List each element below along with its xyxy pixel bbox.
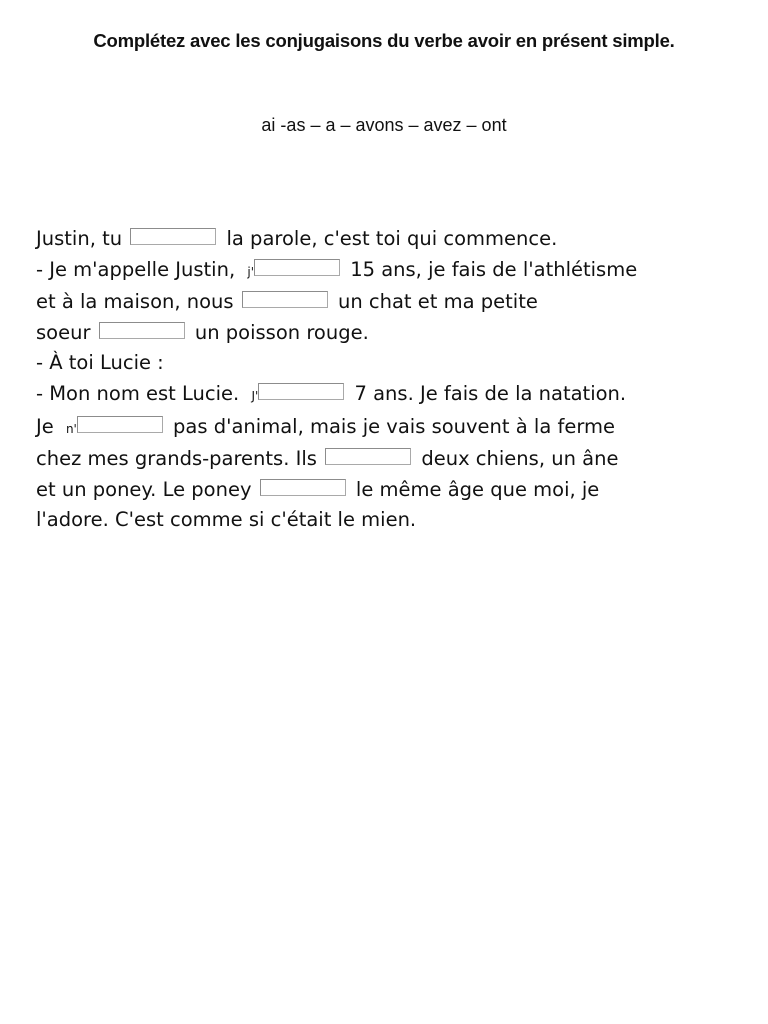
answer-input-5[interactable]: [258, 383, 344, 400]
answer-input-6[interactable]: [77, 416, 163, 433]
answer-input-3[interactable]: [242, 291, 328, 308]
exercise-line-3: [36, 287, 746, 318]
text-segment: pas d'animal, mais je vais souvent à la ferme: [166, 414, 615, 438]
elision-prefix: J': [251, 388, 259, 403]
exercise-line-7: [36, 412, 746, 445]
text-segment: le même âge que moi, je: [349, 477, 600, 501]
exercise-line-5: [36, 348, 746, 379]
text-segment: 15 ans, je fais de l'athlétisme: [344, 257, 638, 281]
exercise-line-9: [36, 475, 746, 506]
word-bank: ai -as – a – avons – avez – ont: [261, 115, 507, 135]
exercise-text: [36, 224, 746, 536]
exercise-line-10: [36, 505, 746, 536]
answer-input-8[interactable]: [260, 479, 346, 496]
text-segment: - À toi Lucie :: [36, 351, 164, 375]
text-segment: deux chiens, un âne: [415, 447, 619, 471]
page-title: Complétez avec les conjugaisons du verbe avoir en présent simple.: [93, 30, 675, 51]
text-segment: 7 ans. Je fais de la natation.: [348, 381, 627, 405]
exercise-line-6: [36, 379, 746, 412]
text-segment: soeur: [36, 320, 97, 344]
answer-input-1[interactable]: [130, 228, 216, 245]
elision-prefix: j': [247, 264, 254, 279]
text-segment: - Mon nom est Lucie.: [36, 381, 246, 405]
text-segment: chez mes grands-parents. Ils: [36, 447, 324, 471]
elision-prefix: n': [65, 421, 77, 436]
text-segment: Justin, tu: [36, 227, 129, 250]
text-segment: - Je m'appelle Justin,: [36, 257, 242, 281]
exercise-line-8: [36, 444, 746, 475]
text-segment: l'adore. C'est comme si c'était le mien.: [36, 508, 417, 532]
text-segment: et à la maison, nous: [36, 290, 240, 314]
text-segment: et un poney. Le poney: [36, 477, 258, 501]
answer-input-2[interactable]: [254, 259, 340, 276]
exercise-line-2: [36, 255, 746, 288]
exercise-line-4: [36, 318, 746, 349]
text-segment: un poisson rouge.: [188, 320, 369, 344]
exercise-line-1: [36, 224, 746, 255]
answer-input-4[interactable]: [99, 322, 185, 339]
text-segment: un chat et ma petite: [331, 290, 538, 314]
text-segment: la parole, c'est toi qui commence.: [220, 227, 558, 250]
answer-input-7[interactable]: [325, 448, 411, 465]
text-segment: Je: [36, 414, 60, 438]
